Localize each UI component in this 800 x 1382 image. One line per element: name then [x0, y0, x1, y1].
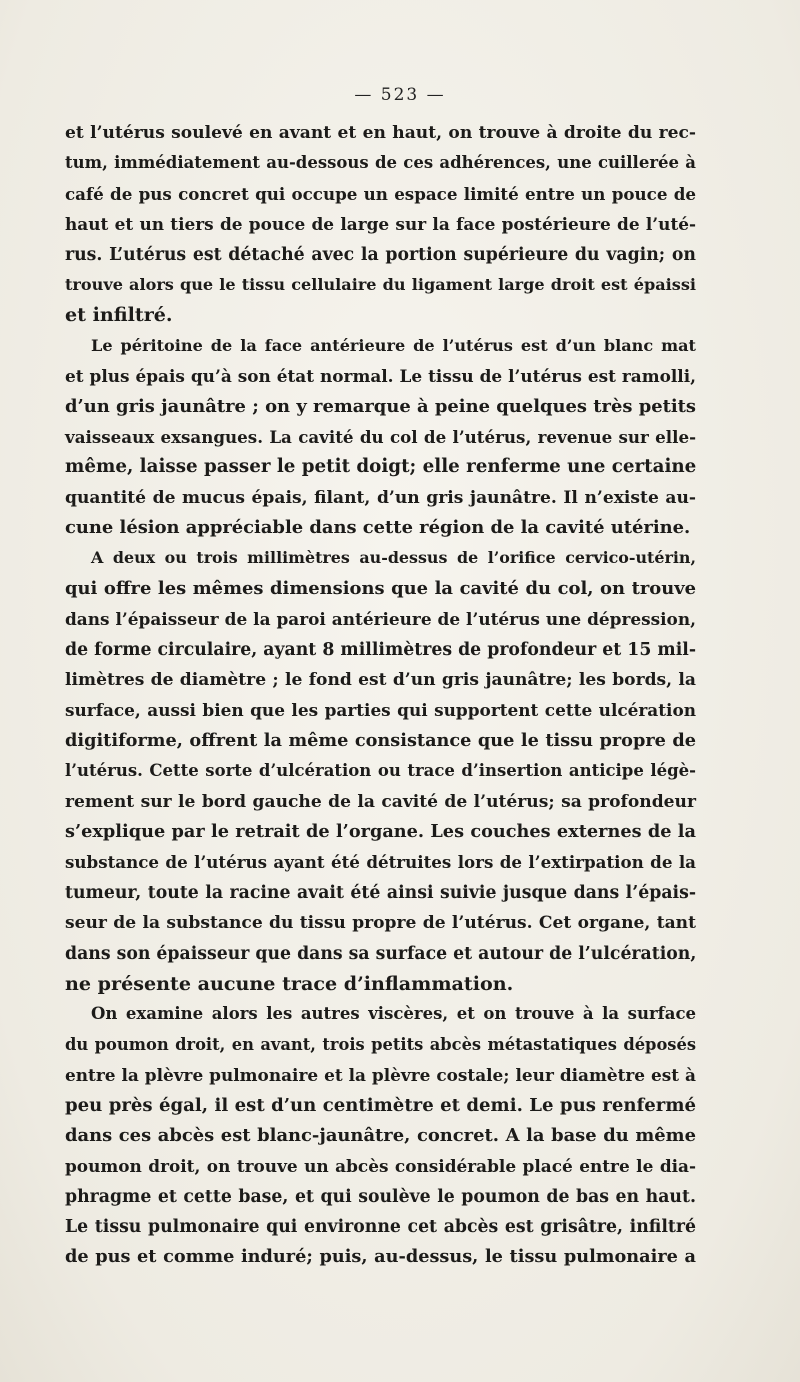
text-line: dans ces abcès est blanc-jaunâtre, concret. A la base du même — [65, 1124, 696, 1146]
page-number: — 523 — — [354, 85, 446, 105]
text-line: dans son épaisseur que dans sa surface et autour de l’ulcération, — [65, 943, 697, 964]
text-line: café de pus concret qui occupe un espace limité entre un pouce de — [65, 183, 696, 204]
text-line: s’explique par le retrait de l’organe. Les couches externes de la — [65, 820, 696, 842]
text-line: poumon droit, on trouve un abcès considérable placé entre le dia- — [65, 1156, 696, 1177]
text-line: qui offre les mêmes dimensions que la cavité du col, on trouve — [65, 577, 696, 599]
text-line: trouve alors que le tissu cellulaire du ligament large droit est épaissi — [65, 274, 696, 294]
text-line: quantité de mucus épais, filant, d’un gris jaunâtre. Il n’existe au- — [65, 487, 696, 508]
text-line: de pus et comme induré; puis, au-dessus, le tissu pulmonaire a — [65, 1246, 696, 1268]
body-text — [65, 118, 696, 1273]
text-line: vaisseaux exsangues. La cavité du col de l’utérus, revenue sur elle- — [65, 426, 696, 447]
text-line: de forme circulaire, ayant 8 millimètres de profondeur et 15 mil- — [65, 639, 696, 660]
text-line: cune lésion appréciable dans cette région de la cavité utérine. — [65, 517, 691, 539]
text-line: tumeur, toute la racine avait été ainsi suivie jusque dans l’épais- — [65, 882, 696, 903]
text-line: haut et un tiers de pouce de large sur la face postérieure de l’uté- — [65, 214, 696, 235]
text-line: surface, aussi bien que les parties qui supportent cette ulcération — [65, 700, 696, 721]
text-line: substance de l’utérus ayant été détruites lors de l’extirpation de la — [65, 852, 696, 873]
text-line: A deux ou trois millimètres au-dessus de l’orifice cervico-utérin, — [91, 548, 696, 568]
text-line: même, laisse passer le petit doigt; elle renferme une certaine — [65, 456, 697, 478]
text-line: tum, immédiatement au-dessous de ces adhérences, une cuillerée à — [65, 153, 696, 173]
text-line: et plus épais qu’à son état normal. Le tissu de l’utérus est ramolli, — [65, 366, 696, 387]
text-line: d’un gris jaunâtre ; on y remarque à peine quelques très petits — [65, 395, 696, 417]
text-line: Le tissu pulmonaire qui environne cet abcès est grisâtre, infiltré — [65, 1217, 696, 1238]
text-line: peu près égal, il est d’un centimètre et demi. Le pus renfermé — [65, 1094, 696, 1116]
text-line: ne présente aucune trace d’inflammation. — [65, 971, 514, 995]
text-line: seur de la substance du tissu propre de l’utérus. Cet organe, tant — [65, 913, 696, 934]
text-line: rus. L’utérus est détaché avec la portion supérieure du vagin; on — [65, 244, 696, 265]
text-line: entre la plèvre pulmonaire et la plèvre costale; leur diamètre est à — [65, 1065, 696, 1086]
text-line: limètres de diamètre ; le fond est d’un gris jaunâtre; les bords, la — [65, 670, 696, 691]
text-line: l’utérus. Cette sorte d’ulcération ou trace d’insertion anticipe légè- — [65, 761, 696, 781]
text-line: phragme et cette base, et qui soulève le poumon de bas en haut. — [65, 1186, 696, 1207]
text-line: dans l’épaisseur de la paroi antérieure de l’utérus une dépression, — [65, 609, 696, 630]
text-line: Le péritoine de la face antérieure de l’utérus est d’un blanc mat — [91, 335, 696, 355]
text-line: et infiltré. — [65, 303, 173, 327]
text-line: et l’utérus soulevé en avant et en haut, on trouve à droite du rec- — [65, 123, 696, 143]
text-line: digitiforme, offrent la même consistance que le tissu propre de — [65, 729, 696, 751]
text-line: du poumon droit, en avant, trois petits abcès métastatiques déposés — [65, 1034, 696, 1054]
text-line: On examine alors les autres viscères, et on trouve à la surface — [91, 1004, 696, 1024]
text-line: rement sur le bord gauche de la cavité de l’utérus; sa profondeur — [65, 791, 696, 812]
